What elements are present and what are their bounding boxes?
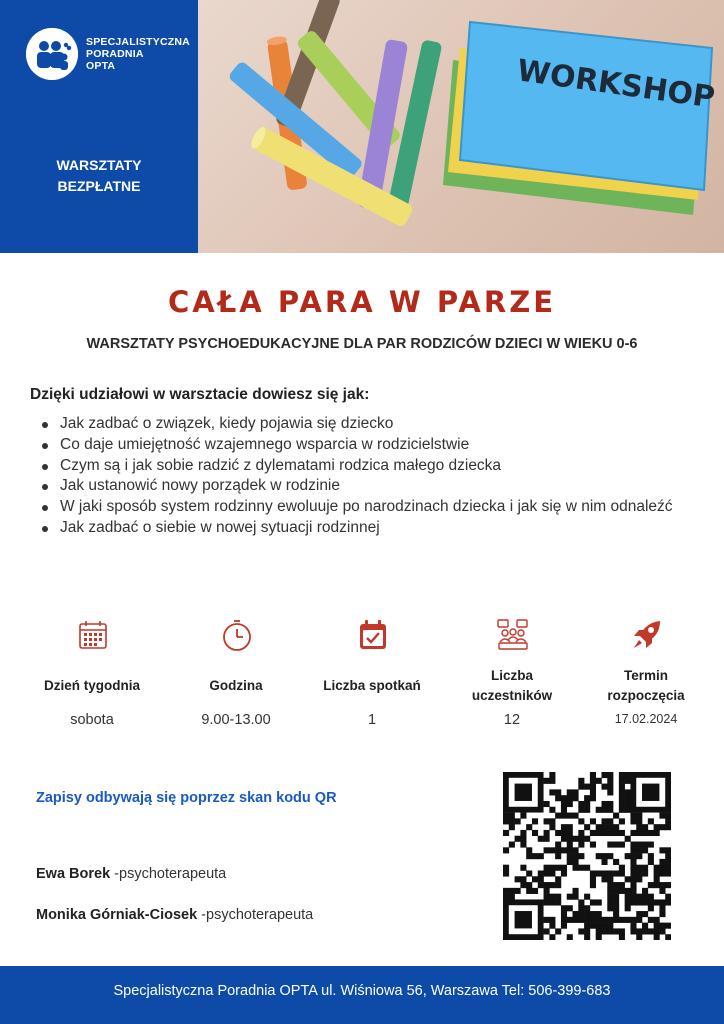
rocket-icon xyxy=(630,618,664,652)
family-logo-icon xyxy=(26,28,78,80)
detail-value: 17.02.2024 xyxy=(614,712,678,726)
org-name-line: PORADNIA xyxy=(86,48,144,60)
detail-label: Godzina xyxy=(209,678,263,693)
list-item: Jak ustanowić nowy porządek w rodzinie xyxy=(40,476,720,497)
therapist-name: Ewa Borek xyxy=(36,866,111,882)
calendar-grid-icon xyxy=(76,618,110,652)
detail-value: 12 xyxy=(503,712,521,728)
list-item: Czym są i jak sobie radzić z dylematami rodzica małego dziecka xyxy=(40,456,720,477)
detail-label-line: Termin xyxy=(623,668,668,683)
org-name-line: OPTA xyxy=(86,60,116,72)
brand-panel xyxy=(0,0,198,253)
therapist-role: -psychoterapeuta xyxy=(110,866,227,882)
org-name-line: SPECJALISTYCZNA xyxy=(86,36,190,48)
detail-label xyxy=(442,666,582,706)
signup-qr-code[interactable] xyxy=(503,772,671,940)
org-name xyxy=(86,36,190,72)
sticky-note-text: WORKSHOP xyxy=(514,53,717,116)
list-item: Jak zadbać o siebie w nowej sytuacji rodzinnej xyxy=(40,518,720,539)
therapist-entry xyxy=(36,866,226,882)
therapist-role: -psychoterapeuta xyxy=(197,907,314,923)
badge-line: WARSZTATY xyxy=(56,157,142,173)
detail-value: 1 xyxy=(367,712,377,728)
list-item: Co daje umiejętność wzajemnego wsparcia w rodzicielstwie xyxy=(40,435,720,456)
list-item: W jaki sposób system rodzinny ewoluuje po narodzinach dziecka i jak się w nim odnaleźć xyxy=(40,497,720,518)
detail-label-line: rozpoczęcia xyxy=(607,688,685,703)
therapist-entry xyxy=(36,907,313,923)
intro-heading: Dzięki udziałowi w warsztacie dowiesz się jak: xyxy=(30,386,370,403)
detail-value: sobota xyxy=(70,712,114,728)
workshop-photo xyxy=(198,0,724,253)
detail-label-line: Liczba xyxy=(490,668,533,683)
signup-info: Zapisy odbywają się poprzez skan kodu QR xyxy=(36,790,337,806)
free-workshops-badge xyxy=(0,155,198,197)
clock-icon xyxy=(220,618,254,652)
therapist-name: Monika Górniak-Ciosek xyxy=(36,907,198,923)
footer xyxy=(0,966,724,1024)
badge-line: BEZPŁATNE xyxy=(57,178,141,194)
group-icon xyxy=(496,618,530,652)
detail-label-line: uczestników xyxy=(471,688,553,703)
page-subtitle: WARSZTATY PSYCHOEDUKACYJNE DLA PAR RODZICÓW DZIECI W WIEKU 0-6 xyxy=(86,336,638,352)
detail-label xyxy=(576,666,716,706)
list-item: Jak zadbać o związek, kiedy pojawia się dziecko xyxy=(40,414,720,435)
detail-value: 9.00-13.00 xyxy=(201,712,271,728)
benefits-list xyxy=(40,414,720,539)
calendar-check-icon xyxy=(356,618,390,652)
detail-label: Dzień tygodnia xyxy=(43,678,140,693)
header xyxy=(0,0,724,253)
footer-contact: Specjalistyczna Poradnia OPTA ul. Wiśniowa 56, Warszawa Tel: 506-399-683 xyxy=(113,983,611,999)
detail-label: Liczba spotkań xyxy=(323,678,421,693)
org-logo xyxy=(26,28,206,88)
page-title: CAŁA PARA W PARZE xyxy=(167,285,557,319)
